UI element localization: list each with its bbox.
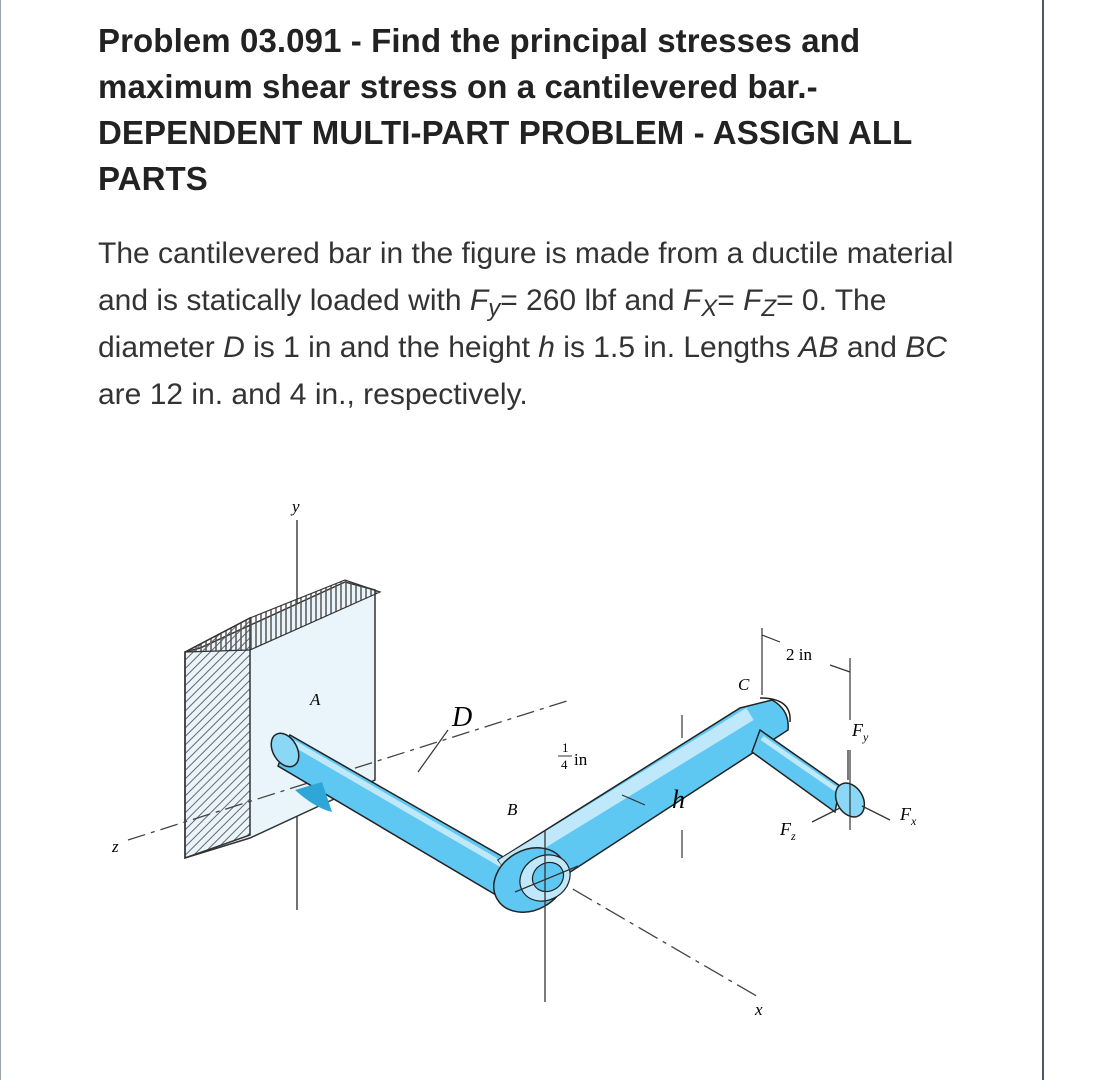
d-label: D [452, 702, 473, 733]
right-border [1042, 0, 1044, 1080]
h-label: h [672, 785, 685, 814]
fy-subscript: y [488, 295, 501, 322]
problem-statement [98, 230, 978, 418]
force-fx-label: $F_x$ [900, 804, 917, 828]
bc-symbol: BC [905, 331, 947, 364]
force-fx-arrow [862, 806, 890, 820]
force-fy-label: $F_y$ [852, 720, 869, 744]
problem-title: Problem 03.091 - Find the principal stresses and maximum shear stress on a cantilevered bar.- DEPENDENT MULTI-PART PROBLEM - ASSIGN ALL PARTS [98, 22, 912, 197]
fz-subscript: Z [761, 295, 777, 322]
intro-text: The cantilevered bar in the figure is made from a ductile material and is statically loaded with [98, 237, 954, 317]
h-symbol: h [538, 331, 555, 364]
fy-symbol: F [469, 284, 489, 317]
dim-2in-arrow-right [830, 665, 850, 672]
x-axis-label: x [755, 1000, 763, 1019]
d-text: is 1 in and the height [244, 331, 539, 364]
fz-equation: = 0. The diameter [98, 284, 887, 364]
wall-support [185, 580, 380, 858]
left-border [0, 0, 1, 1080]
x-axis-line [540, 870, 760, 998]
force-fz-arrow [812, 808, 840, 822]
cantilever-figure [100, 490, 960, 1030]
z-axis-label: z [112, 837, 119, 856]
ab-symbol: AB [798, 331, 839, 364]
quarter-den: 4 [561, 757, 568, 772]
dim-2in-label: 2 in [786, 645, 812, 664]
fx-symbol: F [682, 284, 702, 317]
pin-c [752, 730, 870, 830]
fz-symbol: F [743, 284, 762, 317]
d-leader [418, 730, 448, 772]
label-a: A [310, 690, 321, 709]
quarter-unit: in [574, 750, 588, 769]
force-fz-label: $F_z$ [780, 819, 796, 843]
label-b: B [507, 800, 518, 819]
y-axis-label: y [292, 497, 300, 516]
ab-text: and [838, 331, 906, 364]
dim-2in-arrow-left [762, 635, 780, 642]
label-c: C [738, 675, 750, 694]
cantilever-diagram [100, 490, 960, 1030]
h-text: is 1.5 in. Lengths [554, 331, 799, 364]
fx-subscript: X [701, 295, 718, 322]
fy-equation: = 260 lbf and [500, 284, 683, 317]
link-bc [482, 698, 790, 1002]
d-symbol: D [223, 331, 245, 364]
problem-content [98, 18, 978, 418]
bc-text: are 12 in. and 4 in., respectively. [98, 378, 528, 411]
quarter-num: 1 [562, 740, 569, 755]
fx-equation: = [717, 284, 744, 317]
